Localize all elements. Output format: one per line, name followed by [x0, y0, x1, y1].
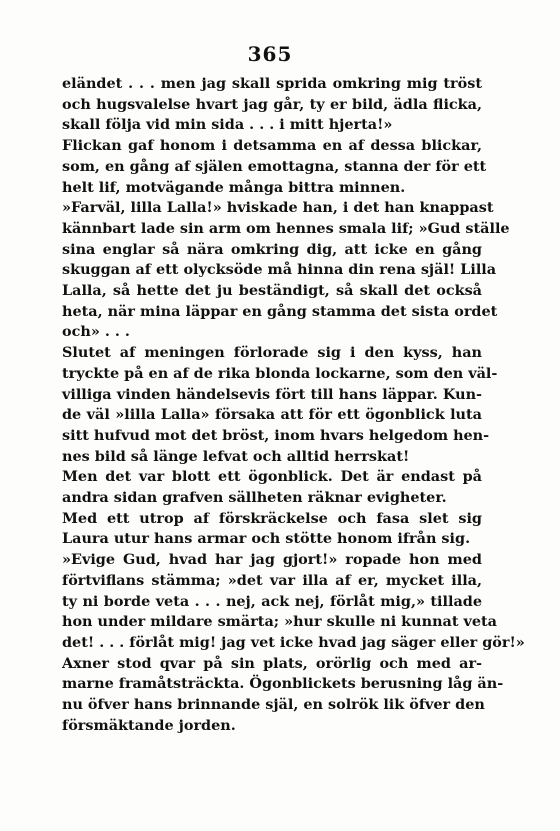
- paragraph: [62, 343, 498, 467]
- paragraph: [62, 467, 482, 508]
- page-number: 365: [247, 42, 293, 66]
- text-line: Men det var blott ett ögonblick. Det är endast på: [62, 468, 482, 486]
- text-line: Axner stod qvar på sin plats, orörlig och med ar-: [62, 654, 482, 672]
- text-line: eländet . . . men jag skall sprida omkring mig tröst: [62, 75, 482, 92]
- text-line: sina englar så nära omkring dig, att icke en gång: [62, 240, 482, 258]
- text-line: Med ett utrop af förskräckelse och fasa slet sig: [62, 509, 482, 527]
- text-line: förtviflans stämma; »det var illa af er, mycket illa,: [62, 571, 482, 589]
- text-line: hon under mildare smärta; »hur skulle ni kunnat veta: [62, 613, 498, 631]
- paragraph: [62, 550, 525, 654]
- paragraph: [62, 509, 482, 550]
- text-line: Flickan gaf honom i detsamma en af dessa blickar,: [62, 137, 482, 155]
- text-line: »Farväl, lilla Lalla!» hviskade han, i det han knappast: [62, 199, 494, 217]
- text-line: Slutet af meningen förlorade sig i den kyss, han: [62, 344, 482, 362]
- text-line: ty ni borde veta . . . nej, ack nej, förlåt mig,» tillade: [62, 592, 482, 610]
- text-line: Laura utur hans armar och stötte honom ifrån sig.: [62, 530, 471, 548]
- paragraph: [62, 654, 504, 737]
- text-line: de väl »lilla Lalla» försaka att för ett ögonblick luta: [62, 406, 482, 424]
- paragraph: [62, 198, 510, 343]
- text-line: nes bild så länge lefvat och alltid herrskat!: [62, 447, 410, 465]
- text-line: villiga vinden händelsevis fört till hans läppar. Kun-: [62, 385, 482, 403]
- text-line: andra sidan grafven sällheten räknar evigheter.: [62, 489, 447, 507]
- paragraph: [62, 136, 487, 198]
- text-line: nu öfver hans brinnande själ, en solrök lik öfver den: [62, 696, 485, 714]
- text-line: det! . . . förlåt mig! jag vet icke hvad jag säger eller gör!»: [62, 633, 525, 651]
- text-line: Lalla, så hette det ju beständigt, så skall det också: [62, 282, 482, 300]
- text-line: och hugsvalelse hvart jag går, ty er bild, ädla flicka,: [62, 95, 482, 113]
- text-line: tryckte på en af de rika blonda lockarne, som den väl-: [62, 364, 498, 382]
- text-line: sitt hufvud mot det bröst, inom hvars helgedom hen-: [62, 426, 490, 444]
- text-line: heta, när mina läppar en gång stamma det sista ordet: [62, 302, 498, 320]
- text-line: skall följa vid min sida . . . i mitt hjerta!»: [62, 116, 393, 134]
- text-line: kännbart lade sin arm om hennes smala lif; »Gud ställe: [62, 219, 510, 237]
- text-line: »Evige Gud, hvad har jag gjort!» ropade hon med: [62, 551, 482, 569]
- text-line: skuggan af ett olycksöde må hinna din rena själ! Lilla: [62, 261, 497, 279]
- text-line: helt lif, motvägande många bittra minnen.: [62, 178, 406, 196]
- text-line: och» . . .: [62, 323, 130, 341]
- text-line: som, en gång af själen emottagna, stanna der för ett: [62, 157, 487, 175]
- body-text: [62, 74, 525, 737]
- paragraph: [62, 74, 482, 136]
- text-line: försmäktande jorden.: [62, 716, 236, 734]
- text-line: marne framåtsträckta. Ögonblickets berusning låg än-: [62, 675, 504, 693]
